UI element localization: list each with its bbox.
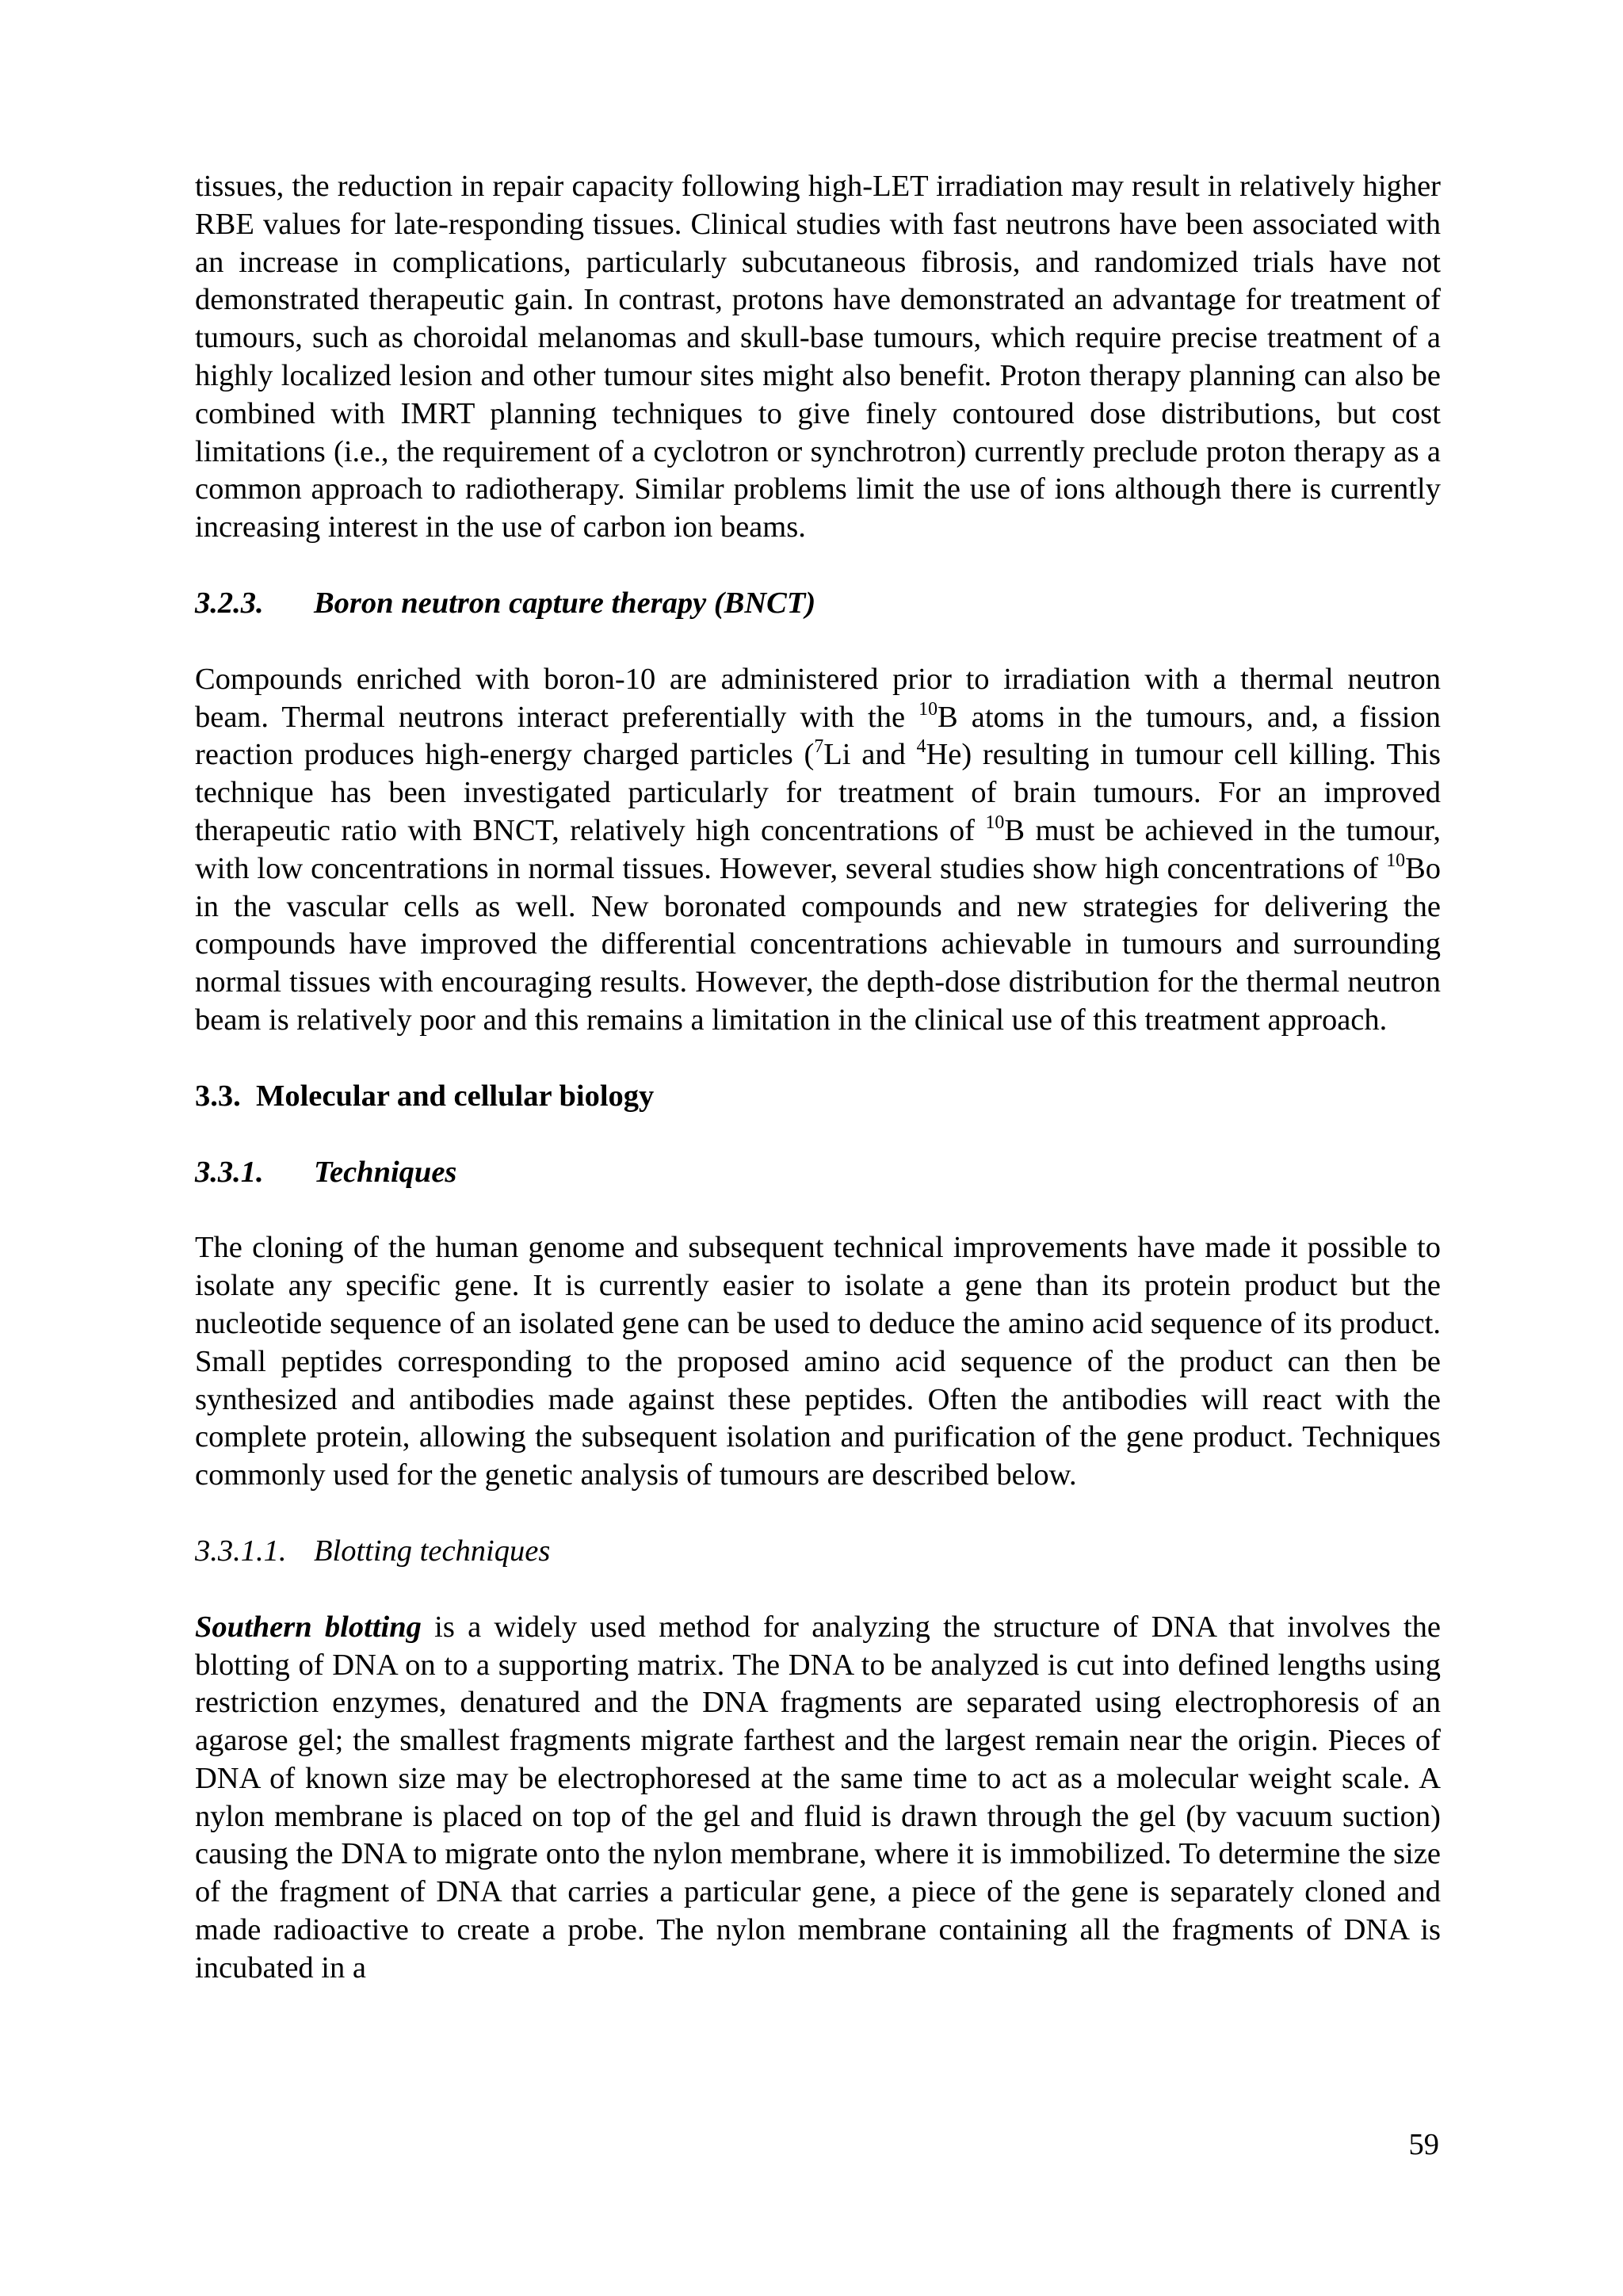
- bnct-text-2: B atoms in the tumours, and, a fission reaction produces high-energy charged particles (: [195, 700, 1441, 772]
- section-heading-3-3: [195, 1078, 1441, 1116]
- section-heading-3-3-1-1: [195, 1533, 1441, 1571]
- bnct-text-4: He) resulting in tumour cell killing. This technique has been investigated particularly for treatment of brain tumours. For an improved therapeutic ratio with BNCT, relatively high concentrations of: [195, 738, 1441, 847]
- section-number: 3.2.3.: [195, 586, 264, 620]
- section-number: 3.3.1.: [195, 1155, 264, 1189]
- isotope-superscript: 10: [985, 812, 1005, 833]
- section-title: Molecular and cellular biology: [256, 1079, 655, 1113]
- section-heading-3-2-3: [195, 585, 1441, 623]
- isotope-superscript: 7: [814, 736, 824, 758]
- intro-paragraph: tissues, the reduction in repair capacity following high-LET irradiation may result in relatively higher RBE values for late-responding tissues. Clinical studies with fast neutrons have been associated with an increase in complications, particularly subcutaneous fibrosis, and randomized trials have not demonstrated therapeutic gain. In contrast, protons have demonstrated an advantage for treatment of tumours, such as choroidal melanomas and skull-base tumours, which require precise treatment of a highly localized lesion and other tumour sites might also benefit. Proton therapy planning can also be combined with IMRT planning techniques to give finely contoured dose distributions, but cost limitations (i.e., the requirement of a cyclotron or synchrotron) currently preclude proton therapy as a common approach to radiotherapy. Similar problems limit the use of ions although there is currently increasing interest in the use of carbon ion beams.: [195, 170, 1441, 544]
- bnct-text-6: Bo in the vascular cells as well. New boronated compounds and new strategies for delivering the compounds have improved the differential concentrations achievable in tumours and surrounding normal tissues with encouraging results. However, the depth-dose distribution for the thermal neutron beam is relatively poor and this remains a limitation in the clinical use of this treatment approach.: [195, 851, 1441, 1037]
- isotope-superscript: 4: [916, 736, 926, 758]
- section-title: Boron neutron capture therapy (BNCT): [314, 586, 816, 620]
- techniques-paragraph: The cloning of the human genome and subsequent technical improvements have made it possible to isolate any specific gene. It is currently easier to isolate a gene than its protein product but the nucleotide sequence of an isolated gene can be used to deduce the amino acid sequence of its product. Small peptides corresponding to the proposed amino acid sequence of the product can then be synthesized and antibodies made against these peptides. Often the antibodies will react with the complete protein, allowing the subsequent isolation and purification of the gene product. Techniques commonly used for the genetic analysis of tumours are described below.: [195, 1231, 1441, 1492]
- isotope-superscript: 10: [1386, 850, 1406, 871]
- section-title: Techniques: [314, 1155, 457, 1189]
- term-southern-blotting: Southern blotting: [195, 1610, 422, 1644]
- page-number: 59: [1408, 2128, 1439, 2161]
- spacer: [195, 623, 1441, 661]
- spacer: [195, 1191, 1441, 1229]
- bnct-text-3: Li and: [823, 738, 917, 772]
- spacer: [195, 1571, 1441, 1609]
- document-page: [195, 168, 1441, 1988]
- bnct-text-1: Compounds enriched with boron-10 are administered prior to irradiation with a thermal neutron beam. Thermal neutrons interact preferentially with the: [195, 662, 1441, 734]
- isotope-superscript: 10: [918, 698, 938, 720]
- spacer: [195, 547, 1441, 585]
- section-heading-3-3-1: [195, 1154, 1441, 1192]
- section-number: 3.3.1.1.: [195, 1534, 287, 1568]
- southern-blotting-text: is a widely used method for analyzing the structure of DNA that involves the blotting of DNA on to a supporting matrix. The DNA to be analyzed is cut into defined lengths using restriction enzymes, denatured and the DNA fragments are separated using electrophoresis of an agarose gel; the smallest fragments migrate farthest and the largest remain near the origin. Pieces of DNA of known size may be electrophoresed at the same time to act as a molecular weight scale. A nylon membrane is placed on top of the gel and fluid is drawn through the gel (by vacuum suction) causing the DNA to migrate onto the nylon membrane, where it is immobilized. To determine the size of the fragment of DNA that carries a particular gene, a piece of the gene is separately cloned and made radioactive to create a probe. The nylon membrane containing all the fragments of DNA is incubated in a: [195, 1610, 1441, 1985]
- spacer: [195, 1040, 1441, 1078]
- bnct-paragraph: [195, 661, 1441, 1040]
- spacer: [195, 1495, 1441, 1533]
- spacer: [195, 1116, 1441, 1154]
- section-number: 3.3.: [195, 1079, 241, 1113]
- bnct-text-5: B must be achieved in the tumour, with low concentrations in normal tissues. However, several studies show high concentrations of: [195, 813, 1441, 885]
- section-title: Blotting techniques: [314, 1534, 551, 1568]
- southern-blotting-paragraph: [195, 1609, 1441, 1988]
